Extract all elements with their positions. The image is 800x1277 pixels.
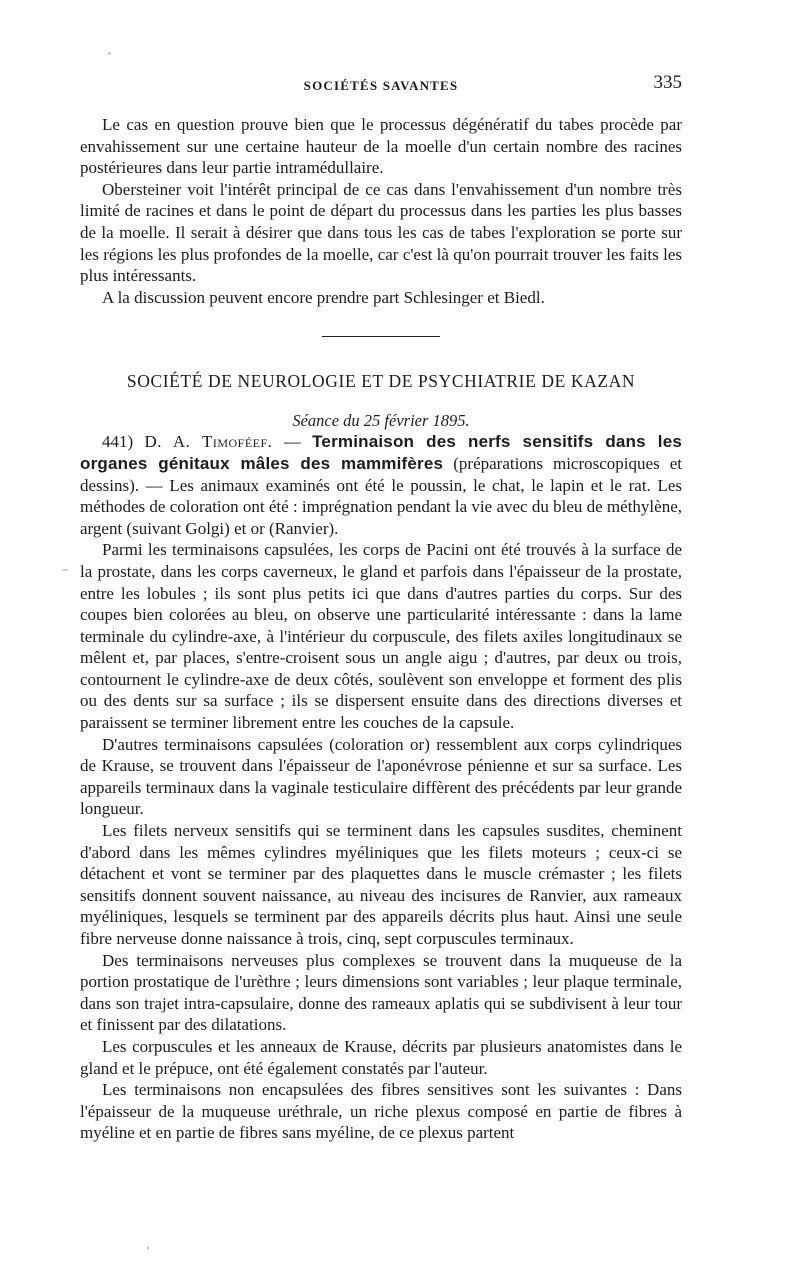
abstract-text: (préparations microscopiques et dessins). — Les animaux examinés ont été le poussin, le chat, le lapin et le rat. Les méthodes de coloration ont été : imprégnation pendant la vie avec du bleu de méthylène, argent (suivant Golgi) et or (Ranvier).: [80, 453, 682, 538]
paragraph: Le cas en question prouve bien que le processus dégénératif du tabes procède par envahissement sur une certaine hauteur de la moelle d'un certain nombre des racines postérieures dans leur partie intramédullaire.: [80, 115, 682, 178]
paragraph: Des terminaisons nerveuses plus complexes se trouvent dans la muqueuse de la portion prostatique de l'urèthre ; leurs dimensions sont variables ; leur plaque terminale, dans son trajet intra-capsulaire, donne des rameaux aplatis qui se subdivisent à leur tour et finissent par des dilatations.: [80, 950, 682, 1035]
paragraph: Les filets nerveux sensitifs qui se terminent dans les capsules susdites, cheminent d'abord dans les mêmes cylindres myéliniques que les filets moteurs ; ceux-ci se détachent et vont se terminer par des plaquettes dans le muscle crémaster ; les filets sensitifs donnent souvent naissance, au niveau des incisures de Ranvier, aux rameaux myéliniques, lesquels se terminent par des appareils décrits plus haut. Ainsi une seule fibre nerveuse donne naissance à trois, cinq, sept corpuscules terminaux.: [80, 821, 682, 948]
abstract-paragraph: [80, 431, 682, 539]
paragraph: Les corpuscules et les anneaux de Krause, décrits par plusieurs anatomistes dans le gland et le prépuce, ont été également constatés par l'auteur.: [80, 1036, 682, 1078]
scan-speck: [62, 569, 68, 571]
abstract-author: D. A. Timoféef.: [144, 432, 273, 452]
page-body: [80, 114, 682, 1144]
abstract-dash: —: [283, 432, 301, 452]
section-divider: [322, 336, 440, 337]
page-header: [80, 72, 682, 100]
section-title: SOCIÉTÉ DE NEUROLOGIE ET DE PSYCHIATRIE DE KAZAN: [126, 371, 636, 392]
paragraph: Obersteiner voit l'intérêt principal de ce cas dans l'envahissement d'un nombre très limité de racines et dans le point de départ du processus dans les parties les plus basses de la moelle. Il serait à désirer que dans tous les cas de tabes l'exploration se porte sur les régions les plus profondes de la moelle, car c'est là qu'on pourrait trouver les faits les plus intéressants.: [80, 179, 682, 286]
paragraph: Parmi les terminaisons capsulées, les corps de Pacini ont été trouvés à la surface de la prostate, dans les corps caverneux, le gland et parfois dans l'épaisseur de la prostate, entre les lobules ; ils sont plus petits ici que dans d'autres parties du corps. Sur des coupes bien colorées au bleu, on observe une particularité intéressante : dans la lame terminale du cylindre-axe, à l'intérieur du corpuscule, des filets axiles longitudinaux se mêlent et, par places, s'entre-croisent sous un angle aigu ; d'autres, par deux ou trois, contournent le cylindre-axe de deux côtés, soulèvent son enveloppe et forment des plis ou des dents sur sa surface ; ils se dispersent ensuite dans des directions diverses et paraissent se terminer librement entre les couches de la capsule.: [80, 540, 682, 733]
abstract-number: 441): [102, 432, 134, 452]
abstract-title: Terminaison des nerfs sensitifs dans les organes génitaux mâles des mammifères: [80, 432, 683, 473]
paragraph: Les terminaisons non encapsulées des fibres sensitives sont les suivantes : Dans l'épaisseur de la muqueuse uréthrale, un riche plexus composé en partie de fibres à myéline et en partie de fibres sans myéline, de ce plexus partent: [80, 1080, 682, 1143]
session-date: Séance du 25 février 1895.: [292, 411, 470, 431]
running-head: SOCIÉTÉS SAVANTES: [303, 78, 459, 93]
page-number: 335: [653, 72, 682, 93]
scan-speck: [147, 1246, 149, 1250]
paragraph: D'autres terminaisons capsulées (coloration or) ressemblent aux corps cylindriques de Krause, se trouvent dans l'épaisseur de l'aponévrose pénienne et sur sa surface. Les appareils terminaux dans la vaginale testiculaire diffèrent des précédents par leur grande longueur.: [80, 734, 682, 819]
paragraph: A la discussion peuvent encore prendre part Schlesinger et Biedl.: [102, 287, 545, 307]
scan-speck: [108, 52, 111, 55]
